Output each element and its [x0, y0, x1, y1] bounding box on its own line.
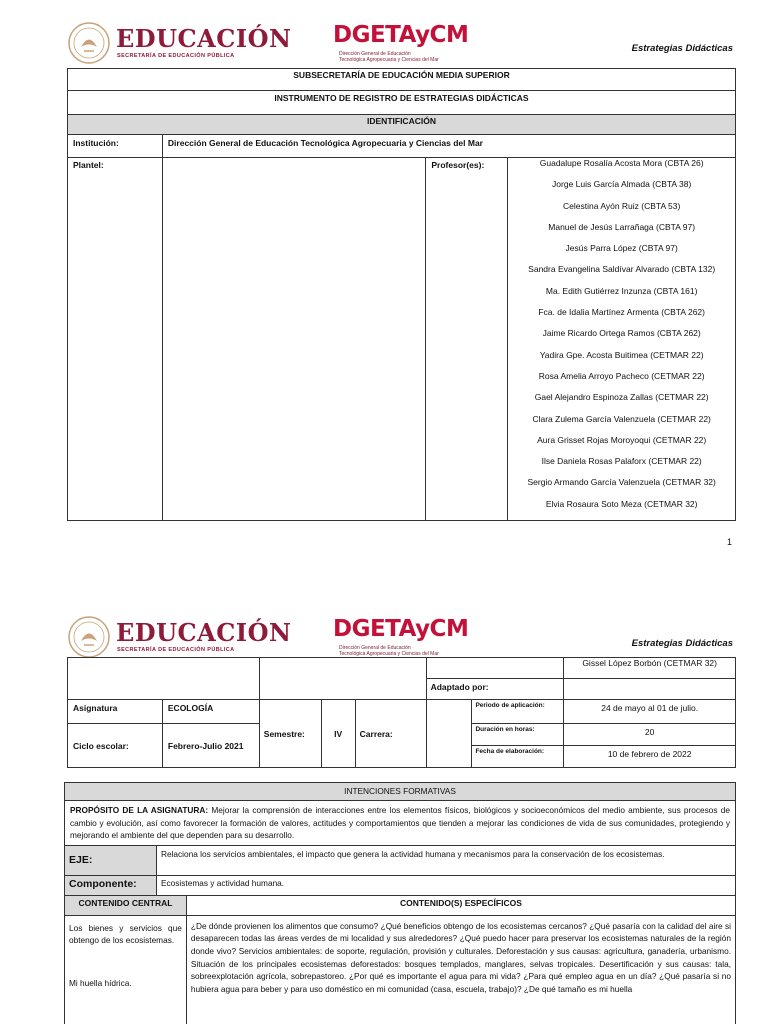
profesor-name: Sandra Evangelina Saldívar Alvarado — [528, 264, 669, 275]
proposito-label: PROPÓSITO DE LA ASIGNATURA: — [70, 805, 209, 815]
ciclo-value: Febrero-Julio 2021 — [162, 724, 259, 768]
profesor-name: Celestina Ayón Ruiz — [563, 200, 639, 211]
profesor-name: Manuel de Jesús Larrañaga — [548, 221, 654, 232]
profesores-list — [508, 158, 736, 521]
profesor-school: (CBTA 132) — [671, 264, 716, 275]
profesor-item — [508, 328, 735, 349]
dgetaycm-logo-text: DGETAyCM — [333, 22, 469, 48]
profesor-school: (CBTA 38) — [652, 179, 692, 190]
profesor-school: (CBTA 97) — [656, 221, 696, 232]
profesores-label: Profesor(es): — [426, 158, 508, 521]
profesor-school: (CETMAR 22) — [657, 413, 711, 424]
institucion-value: Dirección General de Educación Tecnológica Agropecuaria y Ciencias del Mar — [162, 135, 735, 158]
profesor-item — [508, 392, 735, 413]
adapter-school-text: (CETMAR 32) — [663, 658, 717, 668]
dgetaycm-logo — [333, 22, 483, 63]
profesor-name: Ilse Daniela Rosas Palaforx — [541, 456, 646, 467]
title-instrumento: INSTRUMENTO DE REGISTRO DE ESTRATEGIAS DIDÁCTICAS — [68, 91, 736, 115]
mexico-seal-icon — [68, 616, 110, 658]
profesor-school: (CETMAR 22) — [655, 392, 709, 403]
profesor-item — [508, 264, 735, 285]
profesor-name: Clara Zulema García Valenzuela — [532, 413, 656, 424]
profesor-item — [508, 179, 735, 200]
semestre-label: Semestre: — [259, 700, 321, 768]
eje-text: Relaciona los servicios ambientales, el impacto que genera la actividad humana y mecanismos para la conservación de los ecosistemas. — [156, 845, 735, 875]
document-page-2 — [0, 610, 768, 1024]
blank-cell — [426, 658, 564, 679]
blank-cell — [259, 658, 426, 700]
profesor-school: (CBTA 53) — [641, 200, 681, 211]
blank-cell — [68, 658, 260, 700]
profesor-item — [508, 371, 735, 392]
profesor-school: (CBTA 161) — [653, 285, 698, 296]
profesor-item — [508, 222, 735, 243]
ciclo-label: Ciclo escolar: — [68, 724, 163, 768]
profesor-name: Yadira Gpe. Acosta Buitimea — [539, 349, 648, 360]
profesor-item — [508, 350, 735, 371]
profesor-item — [508, 456, 735, 477]
duracion-label: Duración en horas: — [472, 724, 564, 746]
adaptado-label: Adaptado por: — [426, 679, 564, 700]
dgetaycm-subtitle-2: Tecnológica Agropecuaria y Ciencias del Mar — [339, 57, 439, 63]
intenciones-heading: INTENCIONES FORMATIVAS — [65, 783, 736, 801]
profesor-school: (CETMAR 22) — [650, 349, 704, 360]
fecha-label: Fecha de elaboración: — [472, 746, 564, 768]
profesor-item — [508, 307, 735, 328]
proposito-cell — [65, 801, 736, 846]
profesor-name: Jesús Parra López — [565, 243, 637, 254]
profesor-name: Aura Grisset Rojas Moroyoqui — [537, 434, 651, 445]
duracion-value: 20 — [564, 724, 736, 746]
profesor-item — [508, 414, 735, 435]
semestre-value: IV — [321, 700, 355, 768]
contenido-central-cell — [65, 915, 187, 1024]
profesor-name: Sergio Armando García Valenzuela — [527, 477, 661, 488]
dgetaycm-subtitle-2: Tecnológica Agropecuaria y Ciencias del Mar — [339, 651, 439, 657]
profesor-item — [508, 243, 735, 264]
asignatura-value: ECOLOGÍA — [162, 700, 259, 724]
componente-label: Componente: — [65, 875, 157, 895]
profesor-name: Guadalupe Rosalía Acosta Mora — [539, 158, 663, 168]
profesor-school: (CBTA 262) — [661, 307, 705, 318]
page-number: 1 — [726, 537, 732, 547]
profesor-item — [508, 286, 735, 307]
dgetaycm-subtitle-1: Dirección General de Educación — [339, 51, 411, 57]
dgetaycm-logo — [333, 616, 483, 657]
profesor-item — [508, 477, 735, 498]
adapter-name — [564, 658, 736, 679]
profesor-item — [508, 499, 735, 520]
page-gap — [0, 558, 768, 610]
profesor-school: (CBTA 26) — [664, 158, 704, 168]
profesor-name: Jaime Ricardo Ortega Ramos — [542, 328, 655, 339]
plantel-value — [162, 158, 425, 521]
profesor-school: (CETMAR 32) — [644, 498, 698, 509]
sep-logo-subtitle: SECRETARÍA DE EDUCACIÓN PÚBLICA — [117, 53, 235, 59]
carrera-label: Carrera: — [355, 700, 426, 768]
blank-cell — [564, 679, 736, 700]
profesor-name: Ma. Edith Gutiérrez Inzunza — [545, 285, 652, 296]
plantel-label: Plantel: — [68, 158, 163, 521]
profesor-item — [508, 435, 735, 456]
intenciones-table — [64, 782, 736, 1024]
eje-label: EJE: — [65, 845, 157, 875]
periodo-label: Periodo de aplicación: — [472, 700, 564, 724]
proposito-text: Mejorar la comprensión de interacciones entre los elementos físicos, biológicos y socioeconómicos del medio ambiente, sus procesos de cambio y evolución, así como favorecer la formación de valores, actitudes y comportamientos que tienden a mejorar las condiciones de vida de sus comunidades, protegiendo y mejorando el ambiente del que dependen para su desarrollo. — [70, 805, 730, 841]
fecha-value: 10 de febrero de 2022 — [564, 746, 736, 768]
componente-text: Ecosistemas y actividad humana. — [156, 875, 735, 895]
profesor-item — [508, 201, 735, 222]
educacion-logo-text: EDUCACIÓN — [116, 24, 292, 53]
contenido-central-2: Mi huella hídrica. — [69, 977, 132, 988]
profesor-school: (CETMAR 32) — [662, 477, 716, 488]
profesor-name: Rosa Amelia Arroyo Pacheco — [538, 370, 649, 381]
profesor-name: Fca. de Idalia Martínez Armenta — [538, 307, 659, 318]
dgetaycm-logo-text: DGETAyCM — [333, 616, 469, 642]
carrera-value — [426, 700, 472, 768]
contenido-central-1: Los bienes y servicios que obtengo de los ecosistemas. — [69, 922, 182, 946]
profesor-school: (CBTA 97) — [638, 243, 678, 254]
profesor-school: (CETMAR 22) — [648, 456, 702, 467]
section-label: Estrategias Didácticas — [631, 638, 733, 649]
mexico-seal-icon — [68, 22, 110, 64]
profesor-school: (CETMAR 22) — [652, 434, 707, 445]
periodo-value: 24 de mayo al 01 de julio. — [564, 700, 736, 724]
contenidos-especificos-text: ¿De dónde provienen los alimentos que consumo? ¿Qué beneficios obtengo de los ecosistemas cercanos? ¿Qué pasaría con la calidad del aire si desaparecen todas las áreas verdes de mi localidad y sus alrededores? ¿Qué puedo hacer para preservar los ecosistemas naturales de la región donde vivo? Servicios ambientales: de soporte, regulación, provisión y culturales. Deforestación y sus causas: agricultura, ganadería, urbanismo. Situación de los principales ecosistemas deforestados: bosques templados, manglares, selvas tropicales. Desertificación y sus causas: tala, sobreexplotación agrícola, sobrepastoreo. ¿Por qué es importante el agua para mi vida? ¿Para qué empleo agua en un día? ¿Qué pasaría si no hubiera agua para beber y para uso doméstico en mi comunidad (casa, escuela, trabajo)? ¿De qué tamaño es mi huella — [186, 915, 735, 1024]
profesor-item — [508, 158, 735, 179]
contenido-central-heading: CONTENIDO CENTRAL — [65, 895, 187, 915]
profesor-name: Gael Alejandro Espinoza Zallas — [534, 392, 653, 403]
profesor-school: (CETMAR 22) — [651, 370, 705, 381]
adapter-name-text: Gissel López Borbón — [582, 658, 662, 668]
identification-table — [67, 68, 736, 521]
sep-logo-subtitle: SECRETARÍA DE EDUCACIÓN PÚBLICA — [117, 647, 235, 653]
contenidos-especificos-heading: CONTENIDO(S) ESPECÍFICOS — [186, 895, 735, 915]
asignatura-label: Asignatura — [68, 700, 163, 724]
profesor-name: Jorge Luis García Almada — [552, 179, 650, 190]
identificacion-heading: IDENTIFICACIÓN — [68, 115, 736, 135]
profesor-name: Elvia Rosaura Soto Meza — [545, 498, 642, 509]
section-label: Estrategias Didácticas — [631, 43, 733, 54]
page-header — [0, 0, 768, 68]
dgetaycm-subtitle-1: Dirección General de Educación — [339, 645, 411, 651]
profesor-school: (CBTA 262) — [656, 328, 701, 339]
institucion-label: Institución: — [68, 135, 163, 158]
educacion-logo-text: EDUCACIÓN — [116, 618, 292, 647]
course-info-table — [67, 657, 736, 768]
title-subsecretaria: SUBSECRETARÍA DE EDUCACIÓN MEDIA SUPERIOR — [68, 69, 736, 91]
